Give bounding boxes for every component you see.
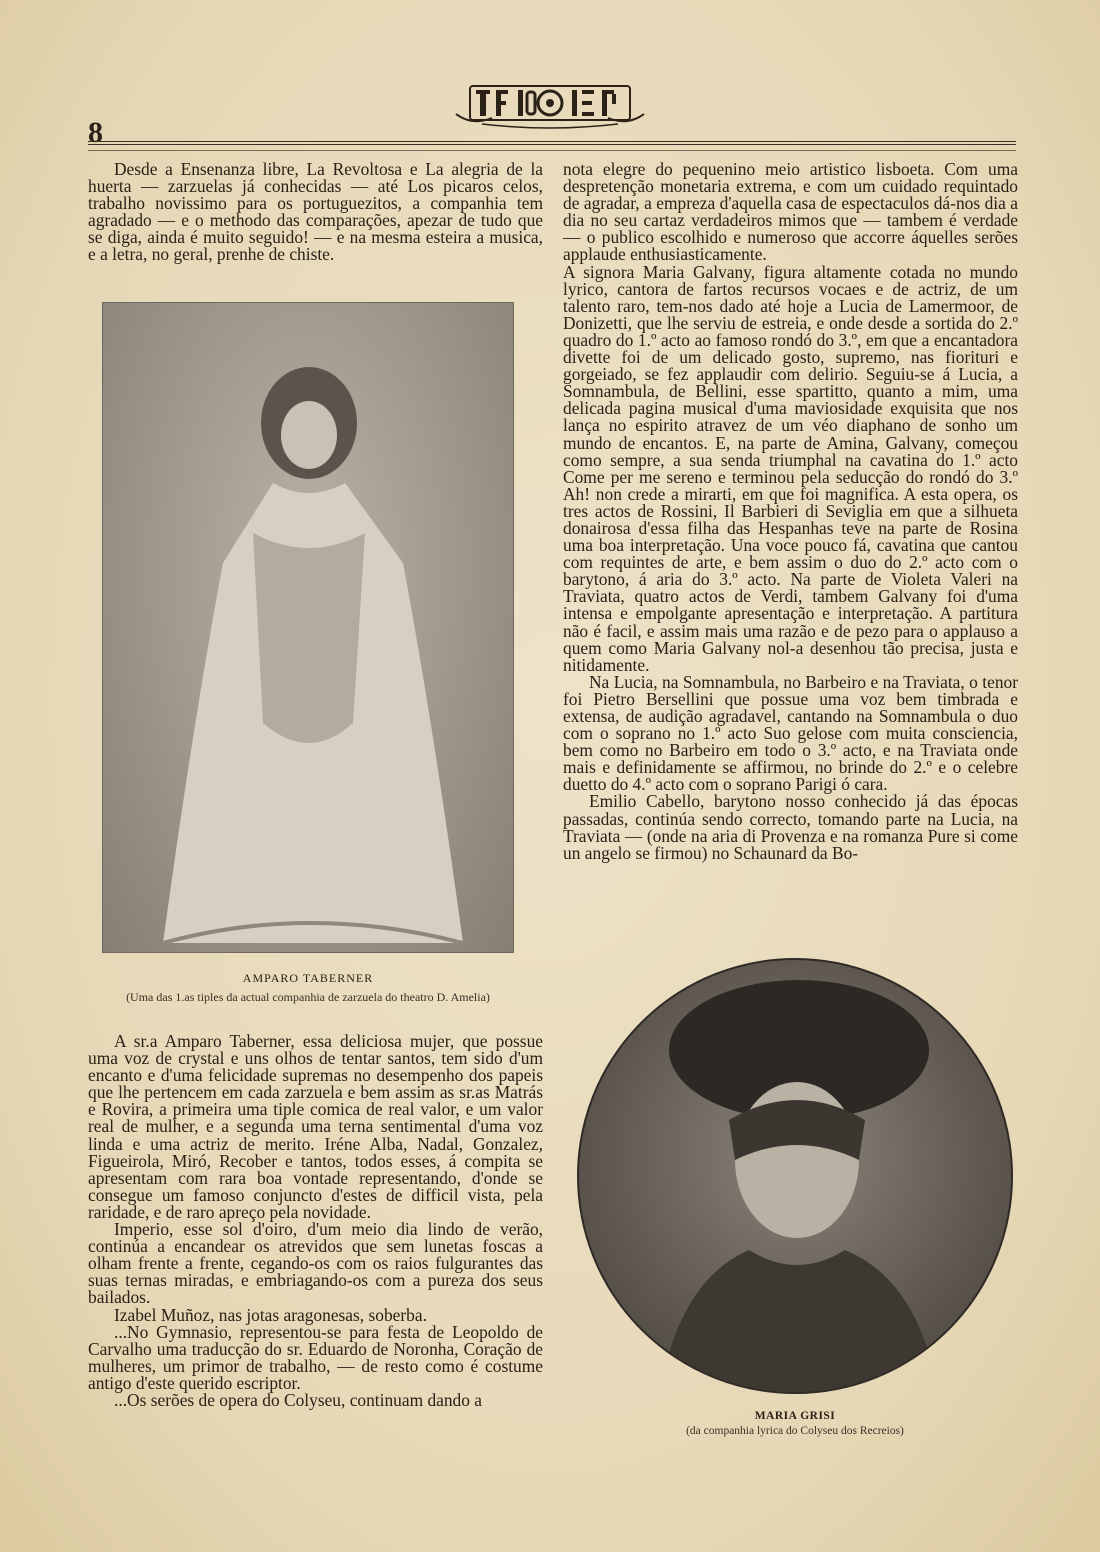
portrait-figure-icon xyxy=(103,303,514,953)
header-thin-rule xyxy=(88,150,1016,151)
paragraph: A sr.a Amparo Taberner, essa deliciosa mujer, que possue uma voz de crystal e uns olhos de tentar santos, tem sido d'um encanto e d'uma felicidade supremas no desempenho dos papeis que lhe pertencem em cada zarzuela e bem assim as sr.as Matrás e Rovira, a primeira uma tiple comica de real valor, e um valor real de mulher, e a segunda uma terna sentimental d'uma voz linda e uma actriz de merito. Iréne Alba, Nadal, Gonzalez, Figueirola, Miró, Recober e tantos, todos esses, á compita se apresentam com rara boa vontade representando, d'onde se consegue um famoso conjuncto d'estes de difficil vista, pela raridade, e de raro apreço pela novidade. xyxy=(88,1031,543,1222)
paragraph: Desde a Ensenanza libre, La Revoltosa e La alegria de la huerta — zarzuelas já conhecidas — até Los picaros celos, trabalho novissimo para os portuguezitos, a companhia tem agradado — e o methodo das comparações, apezar de tudo que se diga, ainda é muito seguido! — e na mesma esteira a musica, e a letra, no geral, prenhe de chiste. xyxy=(88,159,543,265)
paragraph: A signora Maria Galvany, figura altamente cotada no mundo lyrico, cantora de fartos recursos vocaes e de actriz, de um talento raro, tem-nos dado até hoje a Lucia de Lamermoor, de Donizetti, que lhe serviu de estreia, e onde desde a sortida do 2.º quadro do 1.º acto ao famoso rondó do 3.º, em que a encantadora divette foi de um delicado gosto, supremo, nas fioriturі e gorgeiado, se fez applaudir com delirio. Seguiu-se á Lucia, a Somnambula, de Bellini, esse spartitto, quanto a mim, uma delicada pagina musical d'uma maviosidade exquisita que nos lança no espirito atravez de um véo diaphano de sonho um mundo de encantos. E, na parte de Amina, Galvany, começou como sempre, a sua senda triumphal na cavatina do 1.º acto Come per me sereno e terminou pela seducção do rondó do 3.º Ah! non crede a mirarti, em que foi magnifica. A esta opera, os tres actos de Rossini, Il Barbieri di Seviglia em que a silhueta donairosa d'essa filha das Hespanhas teve na parte de Rosina uma boa interpretação. Una voce pouco fá, cavatina que cantou com requintes de arte, e bem assim o duo do 2.º acto com o barytono, á aria do 3.º acto. Na parte de Violeta Valeri na Traviata, quatro actos de Verdi, tambem Galvany foi d'uma intensa e empolgante apresentação e interpretação. A partitura não é facil, e assim mais uma razão e de pezo para o applauso a quem como Maria Galvany nol-a desenhou tão precisa, justa e nitidamente. xyxy=(563,261,1018,675)
paragraph: Na Lucia, na Somnambula, no Barbeiro e na Traviata, o tenor foi Pietro Bersellini que possue uma voz bem timbrada e extensa, de audição agradavel, cantando na Somnambula o duo com o soprano no 1.º acto Suo gelose com muita consciencia, bem como no Barbeiro em todo o 3.º acto, e na Traviata onde mais e definidamente se affirmou, no brinde do 2.º e o celebre duetto do 4.º acto com o soprano Parigi ó cara. xyxy=(563,671,1018,795)
paragraph: ...No Gymnasio, representou-se para festa de Leopoldo de Carvalho uma traducção do sr. Eduardo de Noronha, Coração de mulheres, um primor de trabalho, — de resto como é costume antigo d'este querido escriptor. xyxy=(88,1321,543,1393)
photo-maria-grisi xyxy=(577,958,1013,1394)
portrait-hat-icon xyxy=(579,960,1013,1394)
paragraph: Izabel Muñoz, nas jotas aragonesas, soberba. xyxy=(114,1304,427,1325)
left-column-top xyxy=(88,161,543,264)
caption-title: MARIA GRISI xyxy=(754,1410,836,1422)
page-number: 8 xyxy=(88,116,103,149)
left-column-bottom xyxy=(88,1033,543,1409)
paragraph: nota elegre do pequenino meio artistico lisboeta. Com uma despretenção monetaria extrema, e com um cuidado requintado de agradar, a empreza d'aquella casa de espectaculos dá-nos dia a dia no seu cartaz verdadeiros mimos que — tambem é verdade — o publico escolhido e numeroso que accorre áquelles serões applaude enthusiasticamente. xyxy=(563,159,1018,265)
paragraph: ...Os serões de opera do Colyseu, continuam dando a xyxy=(114,1389,483,1410)
paragraph: Emilio Cabello, barytono nosso conhecido já das épocas passadas, continúa sendo correcto, tomando parte na Lucia, na Traviata — (onde na aria di Provenza e na romanza Pure si come un angelo se firmou) no Schaunard da Bo- xyxy=(563,791,1018,863)
caption-subtitle: (da companhia lyrica do Colyseu dos Recreios) xyxy=(686,1425,904,1437)
paragraph: Imperio, esse sol d'oiro, d'um meio dia lindo de verão, continúa a encandear os atrevidos que sem lunetas foscas a olham frente a frente, cegando-os com os raios fulgurantes das suas ternas miradas, e embriagando-os com a pureza dos seus bailados. xyxy=(88,1219,543,1308)
masthead-logo-icon xyxy=(452,80,648,130)
header-double-rule xyxy=(88,141,1016,145)
caption-subtitle: (Uma das 1.as tiples da actual companhia de zarzuela do theatro D. Amelia) xyxy=(126,990,490,1004)
caption-title: AMPARO TABERNER xyxy=(242,971,374,985)
photo-amparo-taberner xyxy=(102,302,514,953)
right-column xyxy=(563,161,1018,862)
